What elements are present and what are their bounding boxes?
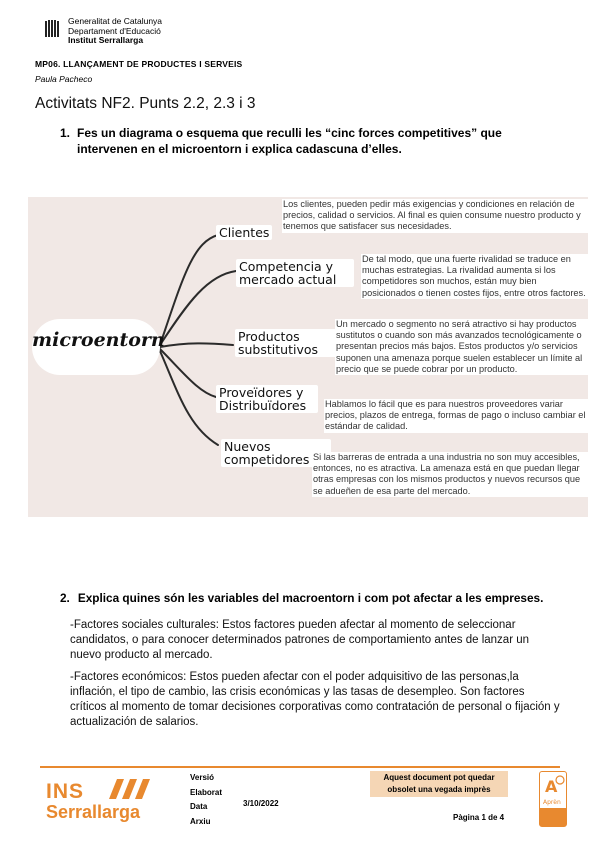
org-line-1: Generalitat de Catalunya [68, 16, 163, 26]
five-forces-diagram [28, 197, 588, 517]
question-2-number: 2. [60, 591, 70, 605]
node-proveedores: Proveïdores y Distribuïdores [216, 385, 318, 413]
question-2 [60, 591, 543, 605]
footer-divider [40, 766, 560, 768]
node-clientes: Clientes [216, 225, 272, 240]
connector-nuevos [160, 351, 218, 445]
question-1 [60, 126, 540, 157]
document-meta [190, 771, 222, 829]
connector-competencia [160, 271, 236, 345]
question-2-text: Explica quines són les variables del macroentorn i com pot afectar a les empreses. [77, 591, 544, 605]
desc-proveedores: Hablamos lo fácil que es para nuestros proveedores variar precios, plazos de entrega, formas de pago o incluso cambiar el estándar de calidad. [324, 399, 588, 433]
question-1-number: 1. [60, 126, 71, 140]
badge-text: Aprèn [543, 799, 561, 806]
module-title: MP06. LLANÇAMENT DE PRODUCTES I SERVEIS [35, 59, 243, 69]
school-logo-mark-icon [107, 777, 159, 801]
center-node: microentorn [32, 329, 165, 351]
obsolete-notice: Aquest document pot quedar obsolet una vegada imprès [370, 771, 508, 797]
paragraph-economic: -Factores económicos: Estos pueden afectar con el poder adquisitivo de las personas,la inflación, el tipo de cambio, las crisis económicas y las tasas de desempleo. Son factores críticos al momento de tomar decisiones corporativas como contratación de personal o fijación y actualización de salarios. [70, 671, 560, 728]
version-label: Versió [190, 773, 215, 782]
page-title: Activitats NF2. Punts 2.2, 2.3 i 3 [35, 95, 256, 112]
apren-badge-glyph [540, 774, 565, 808]
organization-block [68, 17, 162, 46]
desc-sustitutivos: Un mercado o segmento no será atractivo si hay productos sustitutos o cuando son más avanzados tecnológicamente o presentan precios más bajos. Estos productos y/o servicios suponen una amenaza porque suelen establecer un límite al precio que se puede cobrar por un producto. [335, 319, 588, 375]
archive-label: Arxiu [190, 816, 211, 826]
badge-bar [540, 808, 566, 826]
page-number: Pàgina 1 de 4 [453, 813, 505, 822]
question-1-text: Fes un diagrama o esquema que reculli les “cinc forces competitives” que intervenen en el microentorn i explica cadascuna d’elles. [77, 126, 502, 156]
school-logo-ins: INS [46, 780, 85, 803]
generalitat-logo-icon [45, 19, 59, 39]
author-name: Paula Pacheco [35, 74, 93, 84]
date-label: Data [190, 802, 208, 811]
badge-letter: A [545, 777, 558, 796]
node-competencia: Competencia y mercado actual [236, 259, 354, 287]
connector-sustitutivos [160, 343, 233, 347]
node-sustitutivos: Productos substitutivos [235, 329, 341, 357]
desc-clientes: Los clientes, pueden pedir más exigencias y condiciones en relación de precios, calidad o servicios. Al final es quien consume nuestro producto y tenemos que satisfacer sus necesidades. [282, 199, 588, 233]
elaborated-label: Elaborat [190, 787, 223, 797]
desc-nuevos: Si las barreras de entrada a una industria no son muy accesibles, entonces, no es atractiva. La amenaza está en que puedan llegar otras empresas con los mismos productos y nuevos recursos que se adueñen de esa parte del mercado. [312, 452, 588, 497]
desc-competencia: De tal modo, que una fuerte rivalidad se traduce en muchas estrategias. La rivalidad aumenta si los competidores son muchos, están muy bien posicionados o tienen costes fijos, entre otros factores. [361, 254, 588, 299]
org-line-3: Institut Serrallarga [68, 35, 144, 45]
school-logo-name: Serrallarga [46, 802, 141, 822]
date-value: 3/10/2022 [243, 799, 279, 808]
node-nuevos: Nuevos competidores [221, 439, 331, 467]
connector-clientes [160, 235, 218, 345]
apren-badge-icon [539, 771, 567, 827]
paragraph-social-cultural: -Factores sociales culturales: Estos factores pueden afectar al momento de seleccionar candidatos, o para conocer determinados patrones de comportamiento antes de lanzar un nuevo producto al mercado. [70, 619, 530, 661]
org-line-2: Departament d'Educació [68, 25, 161, 36]
